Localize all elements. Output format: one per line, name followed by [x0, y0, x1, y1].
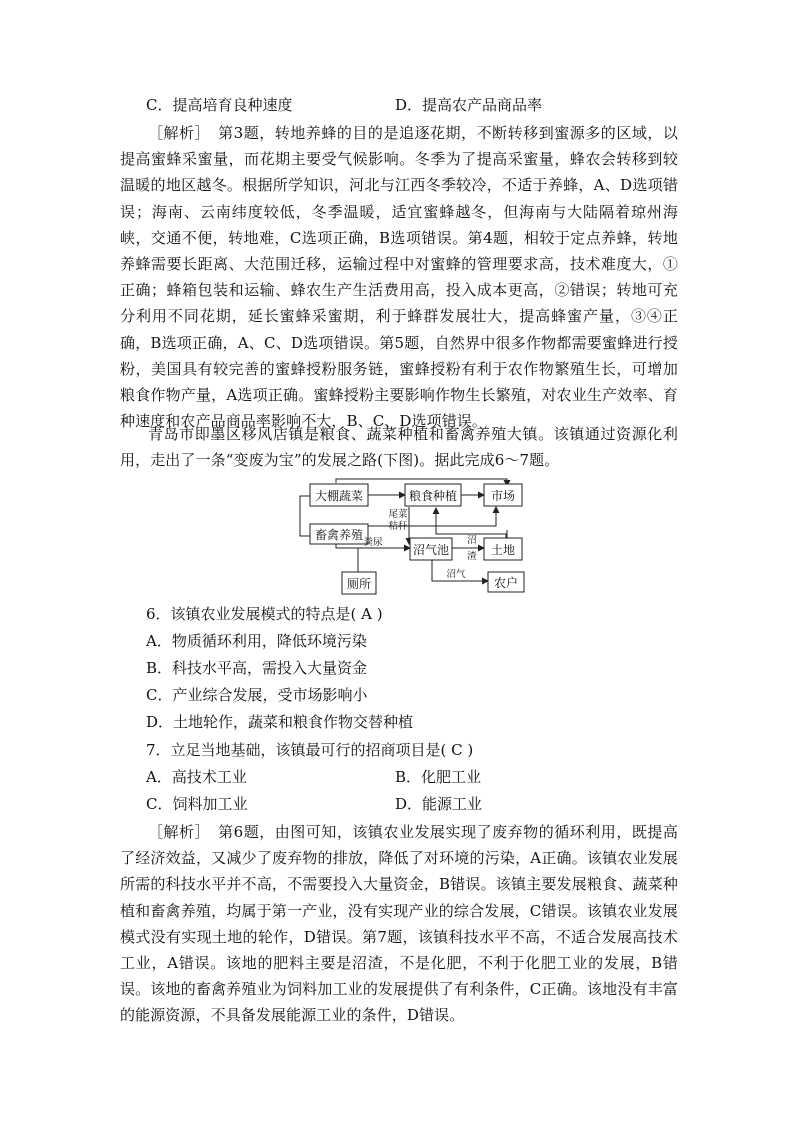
label-market: 市场 [490, 489, 516, 503]
label-greenhouse: 大棚蔬菜 [314, 489, 364, 503]
intro-paragraph: 青岛市即墨区移风店镇是粮食、蔬菜种植和畜禽养殖大镇。该镇通过资源化利用，走出了一条“变废为宝”的发展之路(下图)。据此完成6～7题。 [120, 425, 678, 470]
q5-option-d: D．提高农产品商品率 [395, 96, 543, 114]
q6-option-a: A．物质循环利用，降低环境污染 [146, 632, 367, 650]
q6-option-b: B．科技水平高，需投入大量资金 [146, 659, 368, 677]
q6-option-c: C．产业综合发展，受市场影响小 [146, 686, 368, 704]
q5-option-c: C．提高培育良种速度 [146, 96, 293, 114]
q6-option-d: D．土地轮作，蔬菜和粮食作物交替种植 [146, 713, 414, 731]
label-livestock: 畜禽养殖 [314, 528, 364, 542]
q6-stem: 6．该镇农业发展模式的特点是( A ) [146, 605, 383, 623]
q7-option-b: B．化肥工业 [395, 768, 482, 786]
label-farmer: 农户 [493, 576, 519, 590]
label-biogas-pit: 沼气池 [412, 543, 450, 557]
flow-diagram [296, 478, 526, 596]
analysis-paragraph-q6-q7: ［解析］ 第6题，由图可知，该镇农业发展实现了废弃物的循环利用，既提高了经济效益，又减少了废弃物的排放，降低了对环境的污染，A正确。该镇农业发展所需的科技水平并不高，不需要投入大量资金，B错误。该镇主要发展粮食、蔬菜种植和畜禽养殖，均属于第一产业，没有实现产业的综合发展，C错误。该镇农业发展模式没有实现土地的轮作，D错误。第7题，该镇科技水平不高，不适合发展高技术工业，A错误。该地的肥料主要是沼渣，不是化肥，不利于化肥工业的发展，B错误。该地的畜禽养殖业为饲料加工业的发展提供了有利条件，C正确。该地没有丰富的能源资源，不具备发展能源工业的条件，D错误。 [120, 823, 678, 1025]
label-grain: 粮食种植 [408, 489, 458, 503]
q7-option-d: D．能源工业 [395, 795, 483, 813]
label-veg-waste-1: 尾菜 [388, 509, 408, 520]
q7-option-c: C．饲料加工业 [146, 795, 248, 813]
label-toilet: 厕所 [346, 577, 372, 591]
analysis-paragraph-q3-q5: ［解析］ 第3题，转地养蜂的目的是追逐花期，不断转移到蜜源多的区域，以提高蜜蜂采蜜量，而花期主要受气候影响。冬季为了提高采蜜量，蜂农会转移到较温暖的地区越冬。根据所学知识，河北与江西冬季较冷，不适于养蜂，A、D选项错误；海南、云南纬度较低，冬季温暖，适宜蜜蜂越冬，但海南与大陆隔着琼州海峡，交通不便，转地难，C选项正确，B选项错误。第4题，相较于定点养蜂，转地养蜂需要长距离、大范围迁移，运输过程中对蜜蜂的管理要求高，技术难度大，①正确；蜂箱包装和运输、蜂农生产生活费用高，投入成本更高，②错误；转地可充分利用不同花期，延长蜜蜂采蜜期，利于蜂群发展壮大，提高蜂蜜产量，③④正确，B选项正确，A、C、D选项错误。第5题，自然界中很多作物都需要蜜蜂进行授粉，美国具有较完善的蜜蜂授粉服务链，蜜蜂授粉有利于农作物繁殖生长，可增加粮食作物产量，A选项正确。蜜蜂授粉主要影响作物生长繁殖，对农业生产效率、育种速度和农产品商品率影响不大，B、C、D选项错误。 [120, 124, 678, 431]
label-residue-2: 渣 [467, 551, 477, 562]
q7-stem: 7．立足当地基础，该镇最可行的招商项目是( C ) [146, 741, 474, 759]
label-land: 土地 [490, 543, 516, 557]
label-biogas: 沼气 [446, 569, 466, 580]
label-residue-1: 沼 [467, 535, 477, 546]
label-manure: 粪尿 [363, 537, 383, 548]
label-veg-waste-2: 秸秆 [388, 521, 408, 532]
q7-option-a: A．高技术工业 [146, 768, 247, 786]
